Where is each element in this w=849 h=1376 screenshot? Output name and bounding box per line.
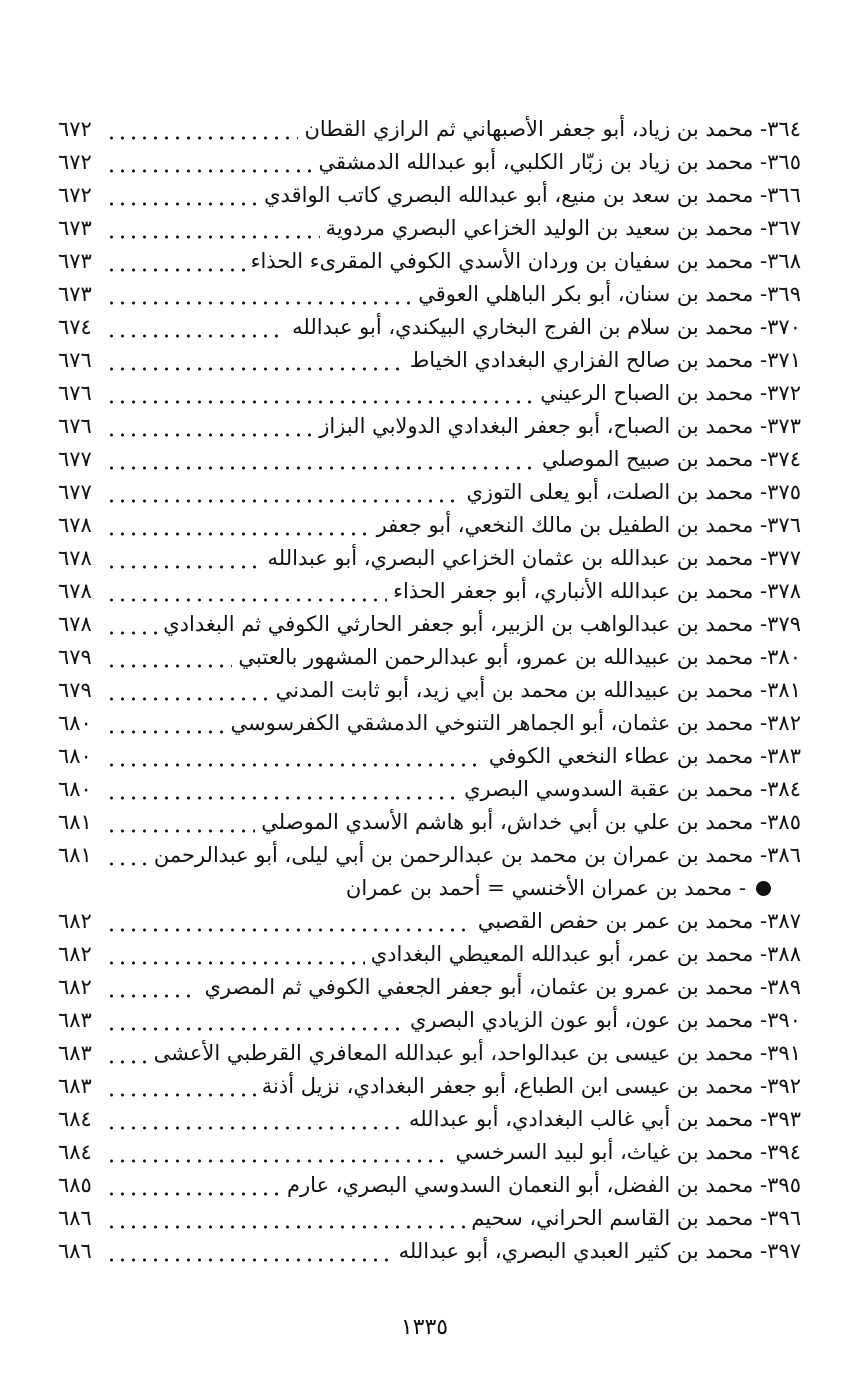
entry-title: ٣٧٧- محمد بن عبدالله بن عثمان الخزاعي البصري، أبو عبدالله [267,546,801,570]
entry-page: ٦٧٢ [58,183,92,207]
entry-page: ٦٨٠ [58,711,92,735]
entry-page: ٦٧٩ [58,645,92,669]
entry-title: ٣٩١- محمد بن عيسى بن عبدالواحد، أبو عبدالله المعافري القرطبي الأعشى [153,1041,801,1065]
toc-cross-reference [58,872,801,905]
dot-leader [106,839,148,872]
dot-leader [106,443,536,476]
toc-entry [58,641,801,674]
entry-page: ٦٧٢ [58,117,92,141]
toc-entry [58,740,801,773]
entry-page: ٦٧٨ [58,579,92,603]
toc-entry [58,773,801,806]
entry-title: ٣٨٢- محمد بن عثمان، أبو الجماهر التنوخي الدمشقي الكفرسوسي [230,711,801,735]
entry-page: ٦٨٤ [58,1107,92,1131]
toc-entry [58,344,801,377]
entry-page: ٦٨٢ [58,975,92,999]
toc-entry [58,377,801,410]
entry-page: ٦٨٤ [58,1140,92,1164]
entry-title: ٣٨٧- محمد بن عمر بن حفص القصبي [477,909,801,933]
entry-page: ٦٨٣ [58,1041,92,1065]
entry-page: ٦٨٥ [58,1173,92,1197]
entry-page: ٦٧٦ [58,414,92,438]
entry-title: ٣٩٢- محمد بن عيسى ابن الطباع، أبو جعفر البغدادي، نزيل أذنة [261,1074,801,1098]
toc-entry [58,1103,801,1136]
entry-title: ٣٧١- محمد بن صالح الفزاري البغدادي الخياط [409,348,801,372]
entry-title: ٣٩٧- محمد بن كثير العبدي البصري، أبو عبدالله [398,1239,801,1263]
entry-title: ٣٧٥- محمد بن الصلت، أبو يعلى التوزي [466,480,801,504]
dot-leader [106,971,198,1004]
entry-title: ٣٧٠- محمد بن سلام بن الفرج البخاري البيكندي، أبو عبدالله [292,315,801,339]
toc-entry [58,707,801,740]
dot-leader [106,1169,281,1202]
dot-leader [106,146,312,179]
dot-leader [106,377,534,410]
entry-title: ٣٧٢- محمد بن الصباح الرعيني [540,381,801,405]
toc-entry [58,971,801,1004]
toc-entry [58,1136,801,1169]
entry-page: ٦٨٣ [58,1008,92,1032]
entry-page: ٦٨١ [58,843,92,867]
entry-title: ٣٨٥- محمد بن علي بن أبي خداش، أبو هاشم الأسدي الموصلي [261,810,801,834]
toc-entry [58,1037,801,1070]
dot-leader [106,344,404,377]
entry-page: ٦٨٠ [58,744,92,768]
toc-entry [58,509,801,542]
dot-leader [106,1136,450,1169]
entry-title: ٣٧٦- محمد بن الطفيل بن مالك النخعي، أبو جعفر [376,513,801,537]
dot-leader [106,278,412,311]
entry-title: ٣٦٦- محمد بن سعد بن منيع، أبو عبدالله البصري كاتب الواقدي [264,183,801,207]
toc-entry [58,1202,801,1235]
dot-leader [106,1004,404,1037]
toc-entry [58,476,801,509]
toc-entry [58,905,801,938]
toc-entry [58,938,801,971]
entry-title: ٣٨٤- محمد بن عقبة السدوسي البصري [464,777,801,801]
page-number: ١٣٣٥ [400,1315,449,1340]
toc-entry [58,113,801,146]
entry-page: ٦٧٧ [58,447,92,471]
entry-page: ٦٧٨ [58,612,92,636]
toc-entry [58,608,801,641]
entry-page: ٦٧٣ [58,249,92,273]
entry-title: ٣٨٠- محمد بن عبيدالله بن عمرو، أبو عبدالرحمن المشهور بالعتبي [238,645,801,669]
toc-entry [58,443,801,476]
entry-title: ٣٨٩- محمد بن عمرو بن عثمان، أبو جعفر الجعفي الكوفي ثم المصري [204,975,801,999]
entry-title: ٣٨٨- محمد بن عمر، أبو عبدالله المعيطي البغدادي [370,942,801,966]
dot-leader [106,1037,148,1070]
entry-title: ٣٨٣- محمد بن عطاء النخعي الكوفي [488,744,801,768]
dot-leader [106,542,262,575]
dot-leader [106,641,232,674]
dot-leader [106,938,365,971]
entry-page: ٦٧٨ [58,513,92,537]
toc-entry [58,674,801,707]
entry-page: ٦٧٢ [58,150,92,174]
entry-title: ٣٨١- محمد بن عبيدالله بن محمد بن أبي زيد، أبو ثابت المدني [275,678,801,702]
entry-page: ٦٧٨ [58,546,92,570]
dot-leader [106,179,258,212]
dot-leader [106,575,387,608]
dot-leader [106,212,320,245]
toc-entry [58,806,801,839]
entry-page: ٦٨٦ [58,1239,92,1263]
dot-leader [106,608,157,641]
dot-leader [106,674,270,707]
entry-title: ٣٩٠- محمد بن عون، أبو عون الزيادي البصري [409,1008,801,1032]
entry-page: ٦٨٢ [58,909,92,933]
dot-leader [106,1103,403,1136]
dot-leader [106,113,298,146]
entry-title: ٣٩٥- محمد بن الفضل، أبو النعمان السدوسي البصري، عارم [287,1173,801,1197]
entry-title: ٣٦٧- محمد بن سعيد بن الوليد الخزاعي البصري مردوية [325,216,801,240]
entry-page: ٦٧٧ [58,480,92,504]
toc-entry [58,179,801,212]
dot-leader [106,905,472,938]
bullet-icon [756,881,771,896]
dot-leader [106,773,458,806]
toc-entry [58,278,801,311]
dot-leader [106,476,460,509]
toc-entry [58,146,801,179]
dot-leader [106,1235,393,1268]
entry-title: ٣٦٥- محمد بن زياد بن زبّار الكلبي، أبو عبدالله الدمشقي [318,150,801,174]
entry-title: ٣٨٦- محمد بن عمران بن محمد بن عبدالرحمن بن أبي ليلى، أبو عبدالرحمن [153,843,801,867]
dot-leader [106,311,286,344]
toc-entry [58,212,801,245]
toc-entry [58,245,801,278]
dot-leader [106,740,483,773]
entry-title: ٣٧٤- محمد بن صبيح الموصلي [541,447,801,471]
entry-page: ٦٧٦ [58,348,92,372]
toc-entry [58,410,801,443]
entry-page: ٦٨٣ [58,1074,92,1098]
dot-leader [106,1202,465,1235]
toc-entry [58,1169,801,1202]
entry-title: ٣٦٨- محمد بن سفيان بن وردان الأسدي الكوفي المقرىء الحذاء [250,249,801,273]
entry-title: - محمد بن عمران الأخنسي = أحمد بن عمران [345,876,746,900]
dot-leader [106,410,313,443]
entry-page: ٦٧٦ [58,381,92,405]
entry-title: ٣٧٩- محمد بن عبدالواهب بن الزبير، أبو جعفر الحارثي الكوفي ثم البغدادي [163,612,801,636]
table-of-contents [58,113,801,1268]
dot-leader [106,707,225,740]
entry-page: ٦٨١ [58,810,92,834]
entry-page: ٦٨٠ [58,777,92,801]
entry-page: ٦٧٣ [58,282,92,306]
dot-leader [106,509,371,542]
entry-title: ٣٧٨- محمد بن عبدالله الأنباري، أبو جعفر الحذاء [393,579,801,603]
dot-leader [106,245,245,278]
entry-page: ٦٨٢ [58,942,92,966]
entry-title: ٣٦٩- محمد بن سنان، أبو بكر الباهلي العوقي [418,282,801,306]
entry-page: ٦٧٣ [58,216,92,240]
toc-entry [58,542,801,575]
entry-title: ٣٩٣- محمد بن أبي غالب البغدادي، أبو عبدالله [408,1107,801,1131]
entry-title: ٣٦٤- محمد بن زياد، أبو جعفر الأصبهاني ثم الرازي القطان [304,117,801,141]
entry-page: ٦٧٤ [58,315,92,339]
entry-page: ٦٧٩ [58,678,92,702]
entry-title: ٣٧٣- محمد بن الصباح، أبو جعفر البغدادي الدولابي البزاز [319,414,801,438]
dot-leader [106,806,255,839]
toc-entry [58,311,801,344]
entry-title: ٣٩٤- محمد بن غياث، أبو لبيد السرخسي [455,1140,801,1164]
toc-entry [58,575,801,608]
dot-leader [106,1070,256,1103]
entry-page: ٦٨٦ [58,1206,92,1230]
toc-entry [58,1070,801,1103]
toc-entry [58,1004,801,1037]
entry-title: ٣٩٦- محمد بن القاسم الحراني، سحيم [471,1206,801,1230]
toc-entry [58,1235,801,1268]
toc-entry [58,839,801,872]
